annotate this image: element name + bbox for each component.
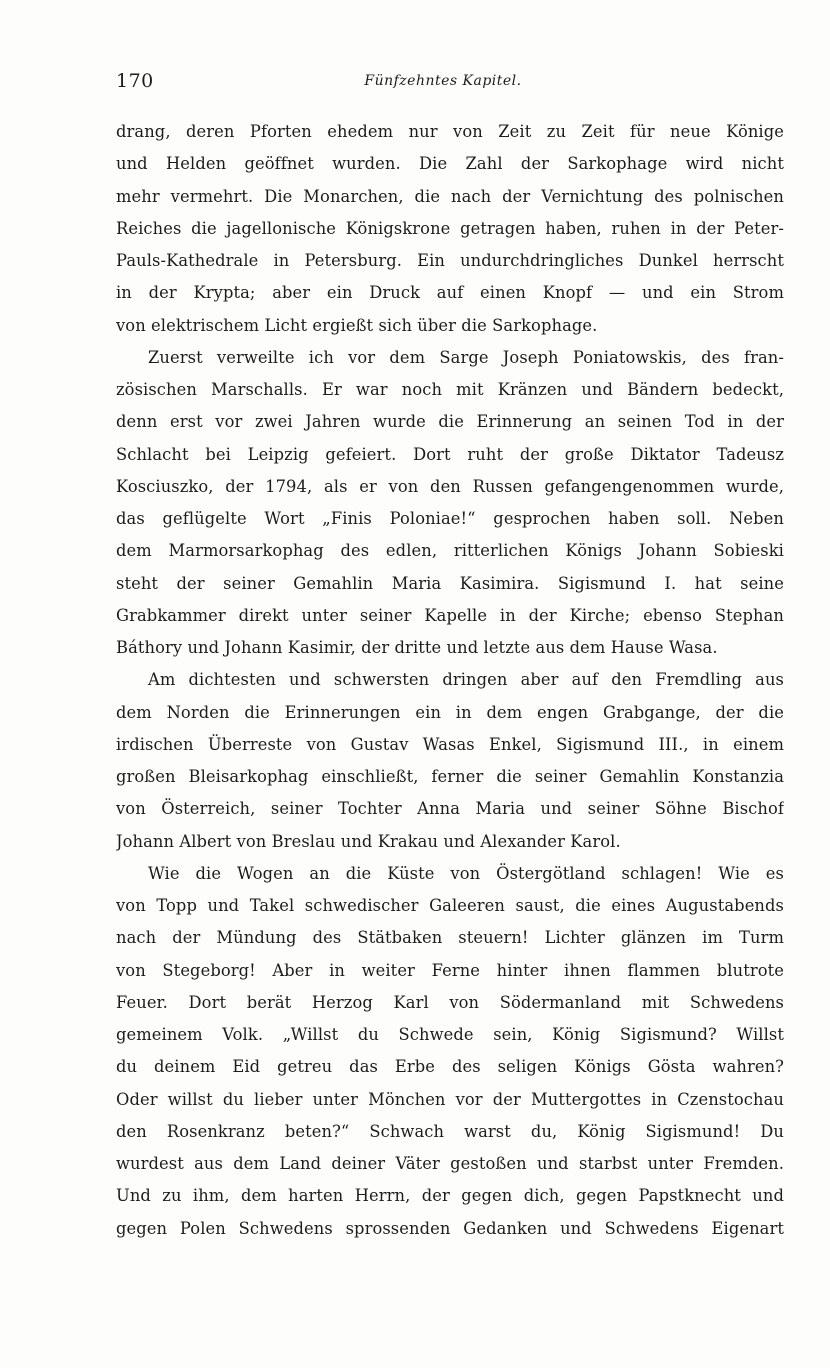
text-line: in der Krypta; aber ein Druck auf einen Knopf — und ein Strom (116, 283, 784, 303)
text-line: Am dichtesten und schwersten dringen aber auf den Fremdling aus (148, 670, 784, 690)
text-line: Johann Albert von Breslau und Krakau und Alexander Karol. (116, 831, 621, 851)
running-head (116, 70, 770, 100)
text-line: Feuer. Dort berät Herzog Karl von Södermanland mit Schwedens (116, 992, 784, 1012)
text-line: Kosciuszko, der 1794, als er von den Russen gefangengenommen wurde, (116, 476, 784, 496)
text-line: von Stegeborg! Aber in weiter Ferne hinter ihnen flammen blutrote (116, 960, 784, 980)
text-line: du deinem Eid getreu das Erbe des seligen Königs Gösta wahren? (116, 1057, 784, 1077)
text-line: Schlacht bei Leipzig gefeiert. Dort ruht der große Diktator Tadeusz (116, 444, 784, 464)
text-line: und Helden geöffnet wurden. Die Zahl der Sarkophage wird nicht (116, 154, 784, 174)
text-line: Zuerst verweilte ich vor dem Sarge Joseph Poniatowskis, des fran- (148, 347, 784, 367)
text-line: gemeinem Volk. „Willst du Schwede sein, König Sigismund? Willst (116, 1025, 784, 1044)
text-line: Wie die Wogen an die Küste von Östergötland schlagen! Wie es (148, 863, 784, 883)
text-line: Und zu ihm, dem harten Herrn, der gegen dich, gegen Papstknecht und (116, 1186, 784, 1206)
chapter-title: Fünfzehntes Kapitel. (364, 73, 522, 89)
text-line: gegen Polen Schwedens sprossenden Gedanken und Schwedens Eigenart (116, 1218, 784, 1238)
page-number: 170 (116, 70, 154, 92)
text-line: dem Marmorsarkophag des edlen, ritterlichen Königs Johann Sobieski (116, 541, 784, 561)
text-line: dem Norden die Erinnerungen ein in dem engen Grabgange, der die (116, 702, 784, 722)
text-line: das geflügelte Wort „Finis Poloniae!“ gesprochen haben soll. Neben (116, 509, 784, 528)
text-line: Grabkammer direkt unter seiner Kapelle in der Kirche; ebenso Stephan (116, 605, 784, 625)
text-line: von elektrischem Licht ergießt sich über die Sarkophage. (116, 315, 598, 335)
text-line: irdischen Überreste von Gustav Wasas Enkel, Sigismund III., in einem (116, 734, 784, 754)
body-text (116, 116, 784, 1245)
text-line: Reiches die jagellonische Königskrone getragen haben, ruhen in der Peter- (116, 218, 784, 238)
text-line: Oder willst du lieber unter Mönchen vor der Muttergottes in Czenstochau (116, 1089, 784, 1109)
text-line: von Topp und Takel schwedischer Galeeren saust, die eines Augustabends (116, 896, 784, 915)
text-line: Báthory und Johann Kasimir, der dritte und letzte aus dem Hause Wasa. (116, 638, 718, 657)
text-line: denn erst vor zwei Jahren wurde die Erinnerung an seinen Tod in der (116, 412, 784, 432)
text-line: mehr vermehrt. Die Monarchen, die nach der Vernichtung des polnischen (116, 186, 784, 206)
text-line: steht der seiner Gemahlin Maria Kasimira. Sigismund I. hat seine (116, 573, 784, 593)
text-line: großen Bleisarkophag einschließt, ferner die seiner Gemahlin Konstanzia (116, 767, 784, 786)
text-line: Pauls-Kathedrale in Petersburg. Ein undurchdringliches Dunkel herrscht (116, 251, 784, 270)
text-line: nach der Mündung des Stätbaken steuern! Lichter glänzen im Turm (116, 928, 784, 948)
text-line: drang, deren Pforten ehedem nur von Zeit zu Zeit für neue Könige (116, 122, 784, 141)
text-line: den Rosenkranz beten?“ Schwach warst du, König Sigismund! Du (116, 1121, 784, 1141)
text-line: von Österreich, seiner Tochter Anna Maria und seiner Söhne Bischof (116, 799, 784, 819)
text-line: wurdest aus dem Land deiner Väter gestoßen und starbst unter Fremden. (116, 1154, 784, 1173)
text-line: zösischen Marschalls. Er war noch mit Kränzen und Bändern bedeckt, (116, 380, 784, 399)
